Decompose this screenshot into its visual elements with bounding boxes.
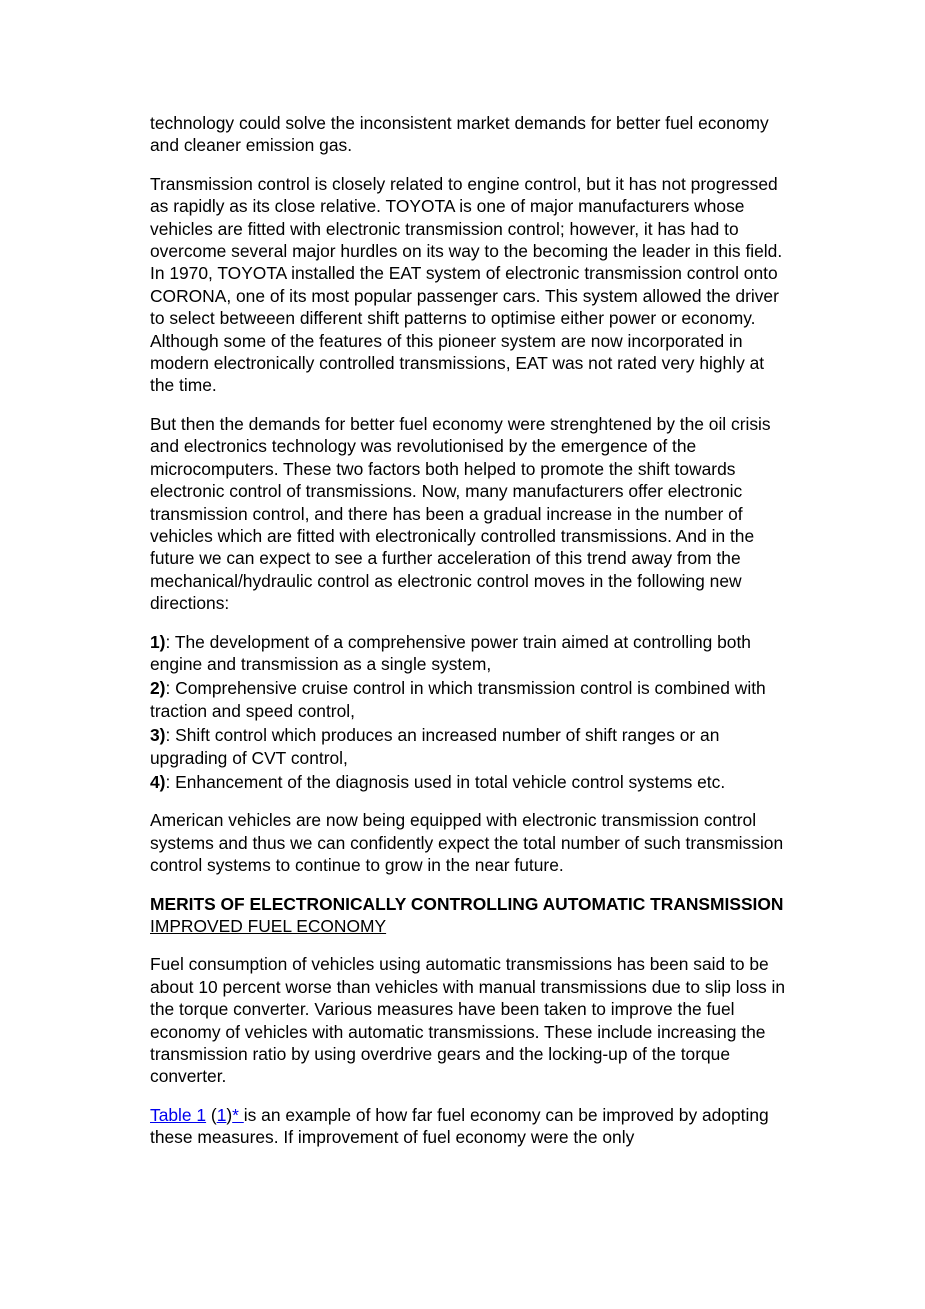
reference-1-link[interactable]: 1	[216, 1104, 227, 1125]
table-1-link[interactable]: Table 1	[150, 1104, 207, 1125]
list-item-number: 3)	[150, 725, 166, 746]
section-heading: MERITS OF ELECTRONICALLY CONTROLLING AUTOMATIC TRANSMISSION	[150, 893, 784, 914]
footnote-star-link[interactable]: *	[232, 1104, 244, 1125]
paragraph-transmission-control: Transmission control is closely related to engine control, but it has not progressed as rapidly as its close relative. TOYOTA is one of major manufacturers whose vehicles are fitted with electronic transmission control; however, it has had to overcome several major hurdles on its way to the becoming the leader in this field. In 1970, TOYOTA installed the EAT system of electronic transmission control onto CORONA, one of its most popular passenger cars. This system allowed the driver to select betweeen different shift patterns to optimise either power or economy. Although some of the features of this pioneer system are now incorporated in modern electronically controlled transmissions, EAT was not rated very highly at the time.	[150, 173, 783, 396]
list-item-text: : Shift control which produces an increased number of shift ranges or an upgrading of CVT control,	[150, 725, 720, 768]
paragraph-american-vehicles: American vehicles are now being equipped with electronic transmission control systems and thus we can confidently expect the total number of such transmission control systems to continue to grow in the near future.	[150, 810, 784, 876]
list-item-number: 2)	[150, 678, 166, 699]
list-item	[150, 724, 790, 769]
paragraph-fuel-consumption: Fuel consumption of vehicles using automatic transmissions has been said to be about 10 percent worse than vehicles with manual transmissions due to slip loss in the torque converter. Various measures have been taken to improve the fuel economy of vehicles with automatic transmissions. These include increasing the transmission ratio by using overdrive gears and the locking-up of the torque converter.	[150, 954, 786, 1087]
new-directions-list	[150, 631, 790, 794]
list-item-text: : Enhancement of the diagnosis used in total vehicle control systems etc.	[165, 771, 726, 792]
list-item-number: 4)	[150, 771, 166, 792]
paragraph-table-reference	[150, 1104, 790, 1149]
paren-open: (	[206, 1104, 217, 1125]
list-item	[150, 771, 790, 793]
document-body	[150, 112, 790, 1165]
paragraph-intro-continuation: technology could solve the inconsistent market demands for better fuel economy and cleaner emission gas.	[150, 113, 769, 156]
section-subheading: IMPROVED FUEL ECONOMY	[150, 916, 387, 936]
paragraph-table-reference-text: is an example of how far fuel economy can be improved by adopting these measures. If improvement of fuel economy were the only	[150, 1104, 769, 1148]
list-item	[150, 677, 790, 722]
list-item-text: : Comprehensive cruise control in which transmission control is combined with traction and speed control,	[150, 678, 766, 721]
list-item-number: 1)	[150, 631, 166, 652]
paren-close: )	[226, 1104, 233, 1125]
paragraph-fuel-economy-demands: But then the demands for better fuel economy were strenghtened by the oil crisis and electronics technology was revolutionised by the emergence of the microcomputers. These two factors both helped to promote the shift towards electronic control of transmissions. Now, many manufacturers offer electronic transmission control, and there has been a gradual increase in the number of vehicles which are fitted with electronically controlled transmissions. And in the future we can expect to see a further acceleration of this trend away from the mechanical/hydraulic control as electronic control moves in the following new directions:	[150, 413, 771, 614]
list-item-text: : The development of a comprehensive power train aimed at controlling both engine and transmission as a single system,	[150, 631, 751, 674]
list-item	[150, 631, 790, 676]
